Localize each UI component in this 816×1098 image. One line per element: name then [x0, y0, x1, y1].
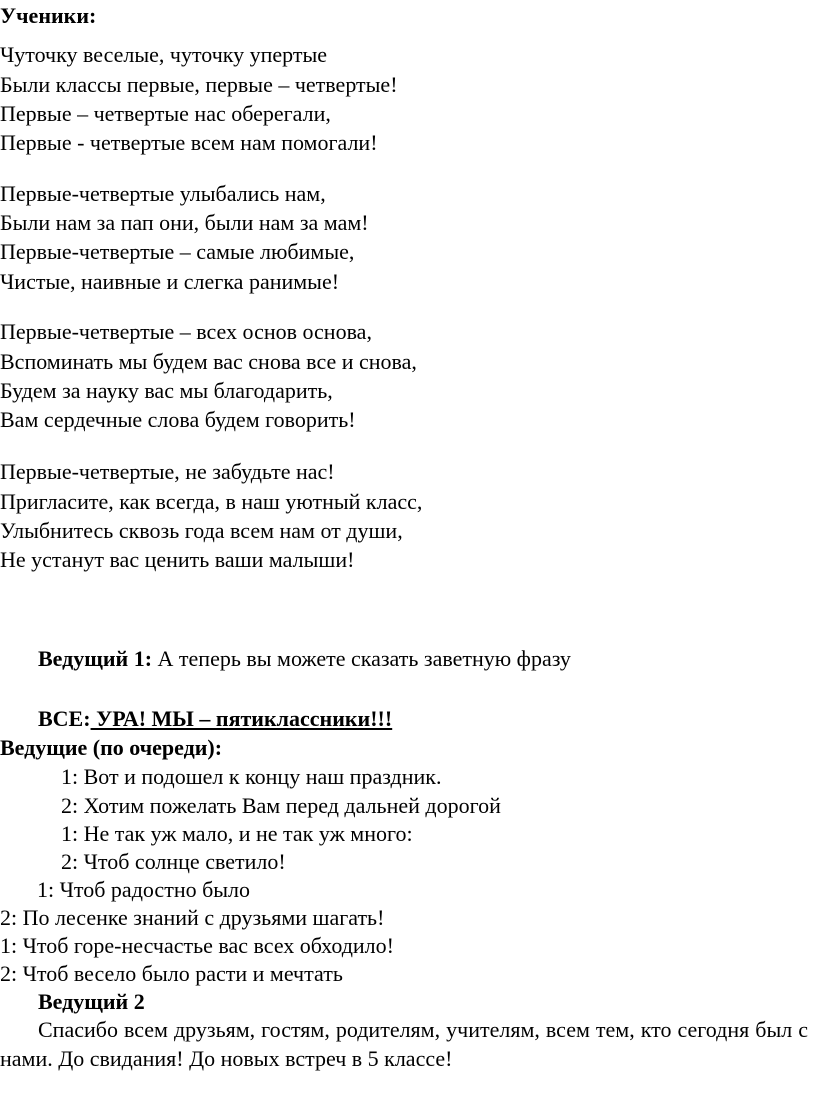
poem-line: Чуточку веселые, чуточку упертые [0, 42, 328, 67]
hosts-line: 1: Вот и подошел к концу наш праздник. [61, 764, 442, 789]
hosts-line: 2: По лесенке знаний с друзьями шагать! [0, 905, 385, 930]
poem-line: Первые-четвертые улыбались нам, [0, 181, 326, 206]
poem-line: Первые-четвертые – всех основ основа, [0, 319, 372, 344]
hosts-line: 2: Чтоб солнце светило! [61, 849, 286, 874]
poem-line: Первые-четвертые – самые любимые, [0, 239, 355, 264]
poem-line: Вам сердечные слова будем говорить! [0, 407, 356, 432]
poem-line: Вспоминать мы будем вас снова все и снова, [0, 349, 417, 374]
poem-line: Первые – четвертые нас оберегали, [0, 101, 331, 126]
students-heading: Ученики: [0, 3, 97, 28]
host1-line [38, 645, 571, 674]
host1-text: А теперь вы можете сказать заветную фразу [152, 646, 571, 671]
poem-line: Пригласите, как всегда, в наш уютный класс, [0, 489, 423, 514]
host1-speaker: Ведущий 1: [38, 646, 153, 671]
poem-line: Были классы первые, первые – четвертые! [0, 72, 398, 97]
hosts-line: 2: Хотим пожелать Вам перед дальней дорогой [61, 793, 501, 818]
hosts-line: 1: Чтоб горе-несчастье вас всех обходило! [0, 933, 394, 958]
all-speaker: ВСЕ: [38, 706, 91, 731]
host2-speaker: Ведущий 2 [38, 989, 145, 1014]
poem-line: Не устанут вас ценить ваши малыши! [0, 547, 355, 572]
hosts-line: 2: Чтоб весело было расти и мечтать [0, 961, 343, 986]
hosts-line: 1: Не так уж мало, и не так уж много: [61, 821, 413, 846]
hosts-heading: Ведущие (по очереди): [0, 735, 223, 760]
poem-line: Первые-четвертые, не забудьте нас! [0, 459, 335, 484]
all-line [38, 705, 392, 734]
poem-line: Первые - четвертые всем нам помогали! [0, 130, 378, 155]
poem-line: Чистые, наивные и слегка ранимые! [0, 269, 340, 294]
poem-line: Будем за науку вас мы благодарить, [0, 378, 333, 403]
poem-line: Были нам за пап они, были нам за мам! [0, 210, 369, 235]
hosts-line: 1: Чтоб радостно было [37, 877, 251, 902]
poem-line: Улыбнитесь сквозь года всем нам от души, [0, 518, 403, 543]
host2-text: Спасибо всем друзьям, гостям, родителям, учителям, всем тем, кто сегодня был с нами. До свидания! До новых встреч в 5 классе! [0, 1017, 808, 1071]
all-text: УРА! МЫ – пятиклассники!!! [90, 706, 393, 731]
